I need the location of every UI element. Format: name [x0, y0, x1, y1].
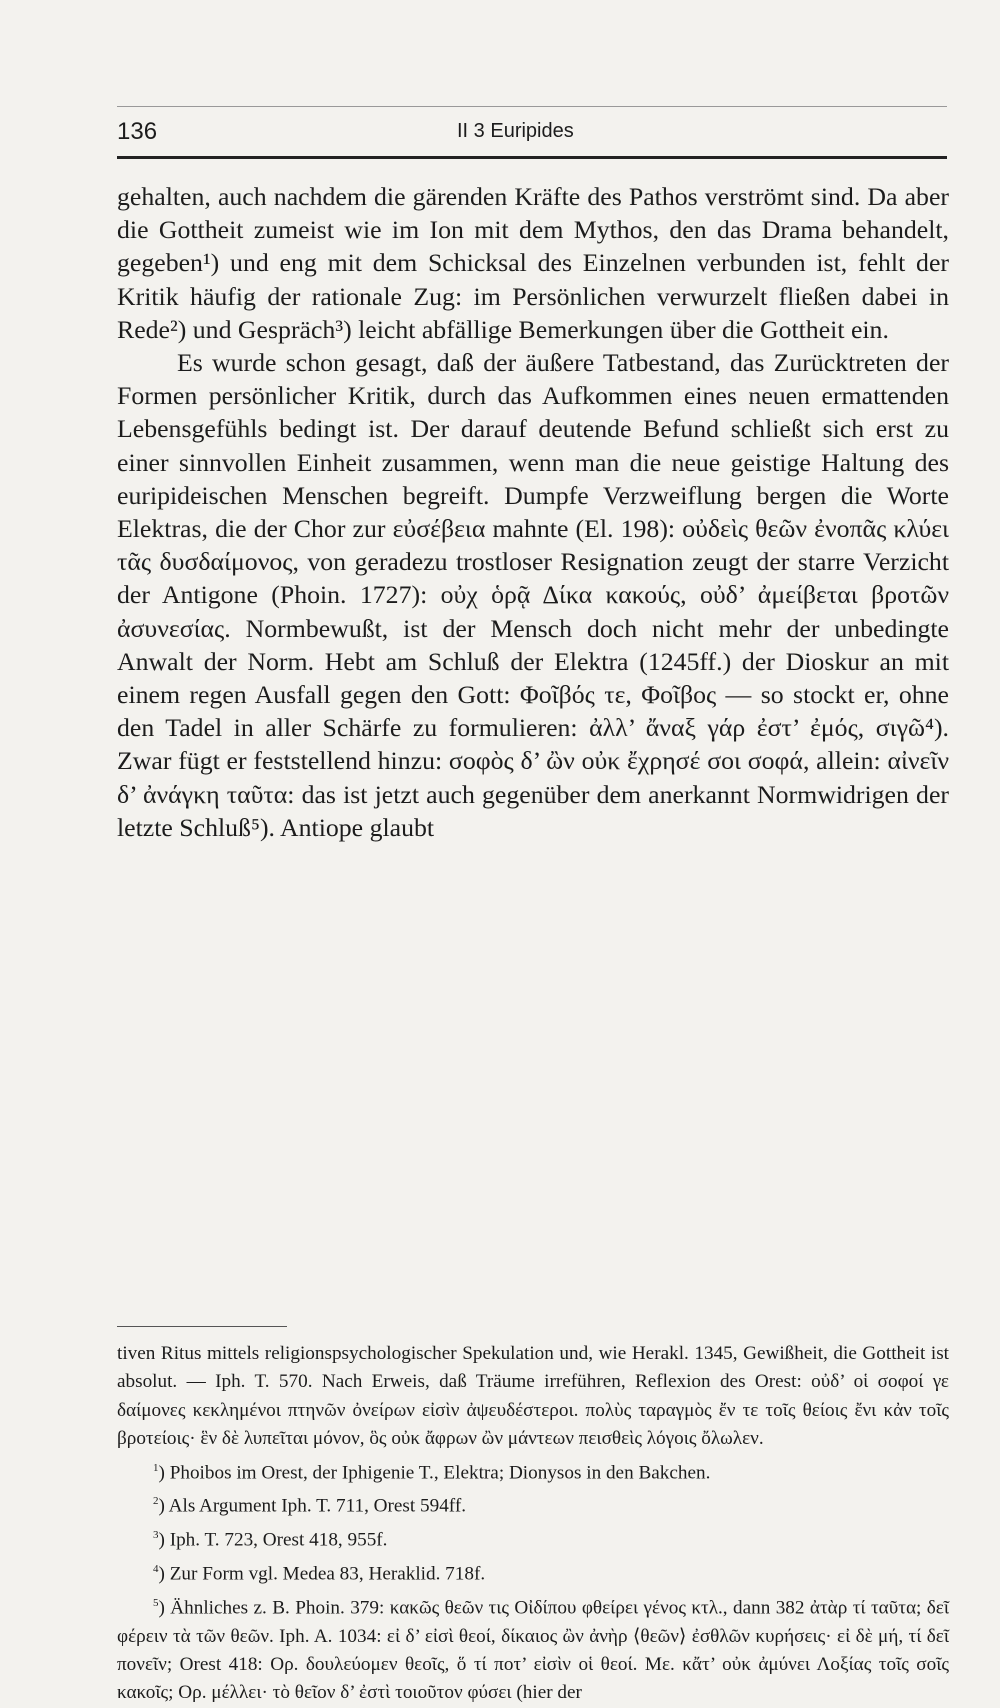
- footnote: $^2$) Als Argument Iph. T. 711, Orest 594ff.: [153, 1495, 467, 1517]
- running-title: II 3 Euripides: [457, 120, 574, 142]
- top-rule: [117, 106, 947, 107]
- footnote-text: Iph. T. 723, Orest 418, 955f.: [169, 1529, 388, 1551]
- footnote: $^5$) Ähnliches z. B. Phoin. 379: κακῶς θεῶν τις Οἰδίπου φθείρει γένος κτλ., dann 382 ἀτὰρ τί ταῦτα; δεῖ φέρειν τὰ τῶν θεῶν. Iph. A. 1034: εἰ δ’ εἰσὶ θεοί, δίκαιος ὢν ἀνὴρ ⟨θεῶν⟩ ἐσθλῶν κυρήσεις· εἰ δὲ μή, τί δεῖ πονεῖν; Orest 418: Ορ. δουλεύομεν θεοῖς, ὅ τί ποτ’ εἰσὶν οἱ θεοί. Με. κἄτ’ οὐκ ἀμύνει Λοξίας τοῖς σοῖς κακοῖς; Ορ. μέλλει· τὸ θεῖον δ’ ἐστὶ τοιοῦτον φύσει (hier der: [117, 1596, 949, 1704]
- footnote-text: Ähnliches z. B. Phoin. 379: κακῶς θεῶν τις Οἰδίπου φθείρει γένος κτλ., dann 382 ἀτὰρ τί ταῦτα; δεῖ φέρειν τὰ τῶν θεῶν. Iph. A. 1034: εἰ δ’ εἰσὶ θεοί, δίκαιος ὢν ἀνὴρ ⟨θεῶν⟩ ἐσθλῶν κυρήσεις· εἰ δὲ μή, τί δεῖ πονεῖν; Orest 418: Ορ. δουλεύομεν θεοῖς, ὅ τί ποτ’ εἰσὶν οἱ θεοί. Με. κἄτ’ οὐκ ἀμύνει Λοξίας τοῖς σοῖς κακοῖς; Ορ. μέλλει· τὸ θεῖον δ’ ἐστὶ τοιοῦτον φύσει (hier der: [117, 1597, 949, 1704]
- footnote: $^4$) Zur Form vgl. Medea 83, Heraklid. 718f.: [153, 1563, 486, 1585]
- header-rule: [117, 156, 947, 159]
- footnote-rule: [117, 1326, 287, 1327]
- paragraph: Es wurde schon gesagt, daß der äußere Tatbestand, das Zurücktreten der Formen persönlicher Kritik, durch das Aufkommen eines neuen ermattenden Lebensgefühls bedingt ist. Der darauf deutende Befund schließt sich erst zu einer sinnvollen Einheit zusammen, wenn man die neue geistige Haltung des euripideischen Menschen begreift. Dumpfe Verzweiflung bergen die Worte Elektras, die der Chor zur εὐσέβεια mahnte (El. 198): οὐδεὶς θεῶν ἐνοπᾶς κλύει τᾶς δυσδαίμονος, von geradezu trostloser Resignation zeugt der starre Verzicht der Antigone (Phoin. 1727): οὐχ ὁρᾷ Δίκα κακούς, οὐδ’ ἀμείβεται βροτῶν ἀσυνεσίας. Normbewußt, ist der Mensch doch nicht mehr der unbedingte Anwalt der Norm. Hebt am Schluß der Elektra (1245ff.) der Dioskur an mit einem regen Ausfall gegen den Gott: Φοῖβός τε, Φοῖβος — so stockt er, ohne den Tadel in aller Schärfe zu formulieren: ἀλλ’ ἄναξ γάρ ἐστ’ ἐμός, σιγῶ⁴). Zwar fügt er feststellend hinzu: σοφὸς δ’ ὢν οὐκ ἔχρησέ σοι σοφά, allein: αἰνεῖν δ’ ἀνάγκη ταῦτα: das ist jetzt auch gegenüber dem anerkannt Normwidrigen der letzte Schluß⁵). Antiope glaubt: [117, 348, 949, 842]
- footnote-text: Phoibos im Orest, der Iphigenie T., Elektra; Dionysos in den Bakchen.: [169, 1462, 711, 1484]
- paragraph: gehalten, auch nachdem die gärenden Kräfte des Pathos verströmt sind. Da aber die Gottheit zumeist wie im Ion mit dem Mythos, den das Drama behandelt, gegeben¹) und eng mit dem Schicksal des Einzelnen verbunden ist, fehlt der Kritik häufig der rationale Zug: im Persönlichen verwurzelt fließen dabei in Rede²) und Gespräch³) leicht abfällige Bemerkungen über die Gottheit ein.: [117, 182, 949, 344]
- footnote-mark: 1: [153, 1461, 159, 1474]
- footnote-mark: 5: [153, 1596, 159, 1609]
- page-header: [117, 118, 947, 148]
- footnote: $^1$) Phoibos im Orest, der Iphigenie T., Elektra; Dionysos in den Bakchen.: [153, 1461, 711, 1484]
- footnote-continuation: tiven Ritus mittels religionspsychologischer Spekulation und, wie Herakl. 1345, Gewißheit, die Gottheit ist absolut. — Iph. T. 570. Nach Erweis, daß Träume irreführen, Reflexion des Orest: οὐδ’ οἱ σοφοί γε δαίμονες κεκλημένοι πτηνῶν ὀνείρων εἰσὶν ἀψευδέστεροι. πολὺς ταραγμὸς ἔν τε τοῖς θείοις ἔνι κἀν τοῖς βροτείοις· ἓν δὲ λυπεῖται μόνον, ὃς οὐκ ἄφρων ὢν μάντεων πεισθεὶς λόγοις ὄλωλεν.: [117, 1343, 949, 1450]
- footnote: $^3$) Iph. T. 723, Orest 418, 955f.: [153, 1529, 388, 1551]
- footnote-text: Als Argument Iph. T. 711, Orest 594ff.: [168, 1495, 467, 1517]
- footnote-mark: 3: [153, 1529, 159, 1542]
- footnote-text: Zur Form vgl. Medea 83, Heraklid. 718f.: [169, 1563, 486, 1585]
- main-text: [117, 180, 949, 844]
- footnote-mark: 2: [153, 1495, 159, 1508]
- footnote-mark: 4: [153, 1563, 159, 1576]
- page-number: 136: [117, 118, 158, 145]
- footnotes: [117, 1340, 949, 1708]
